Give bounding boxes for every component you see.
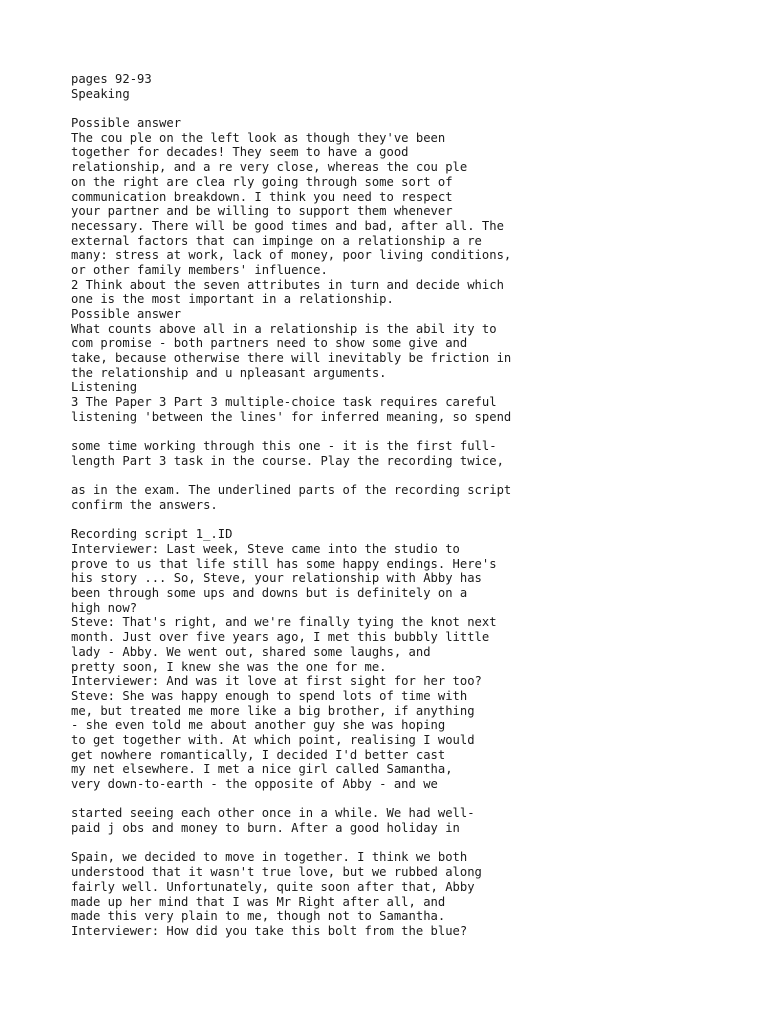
text-line	[71, 513, 751, 528]
text-line: Speaking	[71, 86, 130, 101]
text-line: one is the most important in a relationship.	[71, 292, 394, 307]
text-line: listening 'between the lines' for inferred meaning, so spend	[71, 409, 512, 424]
text-line: Interviewer: And was it love at first sight for her too?	[71, 674, 482, 689]
text-line: 3 The Paper 3 Part 3 multiple-choice task requires careful	[71, 395, 497, 410]
text-line: confirm the answers.	[71, 497, 218, 512]
text-line: started seeing each other once in a while. We had well-	[71, 806, 475, 821]
text-line: month. Just over five years ago, I met this bubbly little	[71, 630, 490, 645]
text-line: relationship, and a re very close, whereas the cou ple	[71, 160, 468, 175]
text-line: pretty soon, I knew she was the one for me.	[71, 659, 387, 674]
text-line: understood that it wasn't true love, but we rubbed along	[71, 865, 482, 880]
text-line: - she even told me about another guy she was hoping	[71, 718, 446, 733]
text-line: com promise - both partners need to show some give and	[71, 336, 468, 351]
text-line	[71, 792, 751, 807]
text-line: my net elsewhere. I met a nice girl called Samantha,	[71, 762, 453, 777]
text-line	[71, 101, 751, 116]
text-line: or other family members' influence.	[71, 262, 328, 277]
text-line	[71, 836, 751, 851]
text-line: together for decades! They seem to have a good	[71, 145, 409, 160]
text-line: your partner and be willing to support them whenever	[71, 204, 453, 219]
text-line: Recording script 1_.ID	[71, 527, 233, 542]
text-line: communication breakdown. I think you need to respect	[71, 189, 453, 204]
text-line: to get together with. At which point, realising I would	[71, 732, 475, 747]
text-line: Interviewer: Last week, Steve came into the studio to	[71, 542, 460, 556]
text-line: Possible answer	[71, 307, 182, 321]
text-line: made up her mind that I was Mr Right after all, and	[71, 894, 446, 909]
text-line: made this very plain to me, though not to Samantha.	[71, 909, 446, 924]
text-line: Spain, we decided to move in together. I think we both	[71, 850, 468, 865]
document-body	[71, 72, 751, 939]
text-line: very down-to-earth - the opposite of Abby - and we	[71, 777, 438, 791]
text-line: been through some ups and downs but is definitely on a	[71, 586, 468, 601]
text-line: the relationship and u npleasant arguments.	[71, 365, 387, 380]
text-line: prove to us that life still has some happy endings. Here's	[71, 556, 497, 571]
text-line	[71, 425, 751, 440]
text-line: length Part 3 task in the course. Play the recording twice,	[71, 453, 504, 468]
text-line: necessary. There will be good times and bad, after all. The	[71, 218, 504, 233]
text-line: his story ... So, Steve, your relationship with Abby has	[71, 571, 482, 586]
text-line: pages 92-93	[71, 72, 152, 86]
text-line: lady - Abby. We went out, shared some laughs, and	[71, 644, 431, 659]
text-line: many: stress at work, lack of money, poor living conditions,	[71, 248, 512, 263]
text-line: high now?	[71, 600, 138, 615]
text-line	[71, 469, 751, 484]
text-line: external factors that can impinge on a relationship a re	[71, 233, 482, 248]
text-line: on the right are clea rly going through some sort of	[71, 174, 453, 189]
text-line: Interviewer: How did you take this bolt from the blue?	[71, 923, 468, 938]
text-line: The cou ple on the left look as though they've been	[71, 130, 446, 145]
text-line: fairly well. Unfortunately, quite soon after that, Abby	[71, 879, 475, 894]
text-line: take, because otherwise there will inevitably be friction in	[71, 351, 512, 366]
text-line: Listening	[71, 380, 138, 395]
text-line: Steve: She was happy enough to spend lots of time with	[71, 688, 468, 703]
text-line: some time working through this one - it is the first full-	[71, 439, 497, 454]
text-line: 2 Think about the seven attributes in turn and decide which	[71, 277, 504, 292]
text-line: as in the exam. The underlined parts of the recording script	[71, 483, 512, 498]
text-line: paid j obs and money to burn. After a good holiday in	[71, 821, 460, 836]
text-line: What counts above all in a relationship is the abil ity to	[71, 321, 497, 336]
text-line: me, but treated me more like a big brother, if anything	[71, 703, 475, 718]
text-line: get nowhere romantically, I decided I'd better cast	[71, 747, 446, 762]
text-line: Steve: That's right, and we're finally tying the knot next	[71, 615, 497, 630]
text-line: Possible answer	[71, 116, 182, 131]
